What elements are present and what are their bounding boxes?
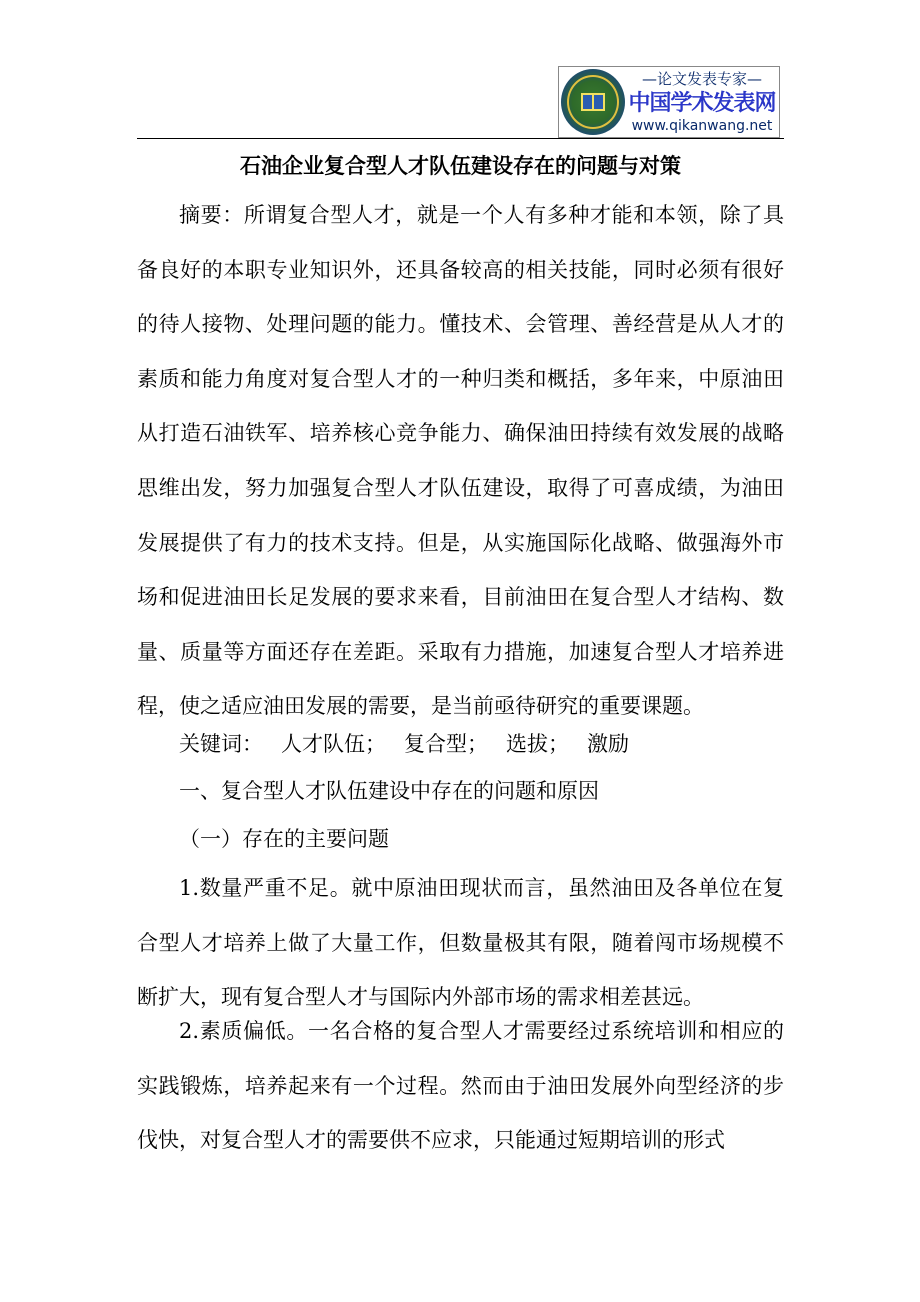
header-divider bbox=[137, 138, 784, 139]
point-2-paragraph: 2.素质偏低。一名合格的复合型人才需要经过系统培训和相应的实践锻炼，培养起来有一个过程。然而由于油田发展外向型经济的步伐快，对复合型人才的需要供不应求，只能通过短期培训的形式 bbox=[137, 1019, 784, 1153]
seal-emblem-icon bbox=[561, 69, 625, 135]
keyword-item: 选拔； bbox=[506, 732, 569, 756]
keyword-item: 激励 bbox=[587, 732, 629, 756]
logo-site-name: 中国学术发表网 bbox=[628, 91, 776, 116]
document-title: 石油企业复合型人才队伍建设存在的问题与对策 bbox=[240, 153, 681, 178]
keywords-line bbox=[137, 728, 784, 760]
book-icon bbox=[581, 93, 605, 111]
point-1-paragraph: 1.数量严重不足。就中原油田现状而言，虽然油田及各单位在复合型人才培养上做了大量工作，但数量极其有限，随着闯市场规模不断扩大，现有复合型人才与国际内外部市场的需求相差甚远。 bbox=[137, 876, 784, 1010]
section-heading: 一、复合型人才队伍建设中存在的问题和原因 bbox=[179, 779, 599, 803]
keyword-item: 人才队伍； bbox=[281, 732, 386, 756]
keywords-label: 关键词： bbox=[179, 732, 263, 756]
subsection-heading: （一）存在的主要问题 bbox=[179, 827, 389, 851]
site-logo bbox=[558, 66, 780, 138]
logo-tagline: —论文发表专家— bbox=[641, 70, 762, 88]
abstract-paragraph: 摘要：所谓复合型人才，就是一个人有多种才能和本领，除了具备良好的本职专业知识外，还具备较高的相关技能，同时必须有很好的待人接物、处理问题的能力。懂技术、会管理、善经营是从人才的素质和能力角度对复合型人才的一种归类和概括，多年来，中原油田从打造石油铁军、培养核心竞争能力、确保油田持续有效发展的战略思维出发，努力加强复合型人才队伍建设，取得了可喜成绩，为油田发展提供了有力的技术支持。但是，从实施国际化战略、做强海外市场和促进油田长足发展的要求来看，目前油田在复合型人才结构、数量、质量等方面还存在差距。采取有力措施，加速复合型人才培养进程，使之适应油田发展的需要，是当前亟待研究的重要课题。 bbox=[137, 203, 784, 719]
logo-url: www.qikanwang.net bbox=[631, 118, 773, 134]
keyword-item: 复合型； bbox=[404, 732, 488, 756]
